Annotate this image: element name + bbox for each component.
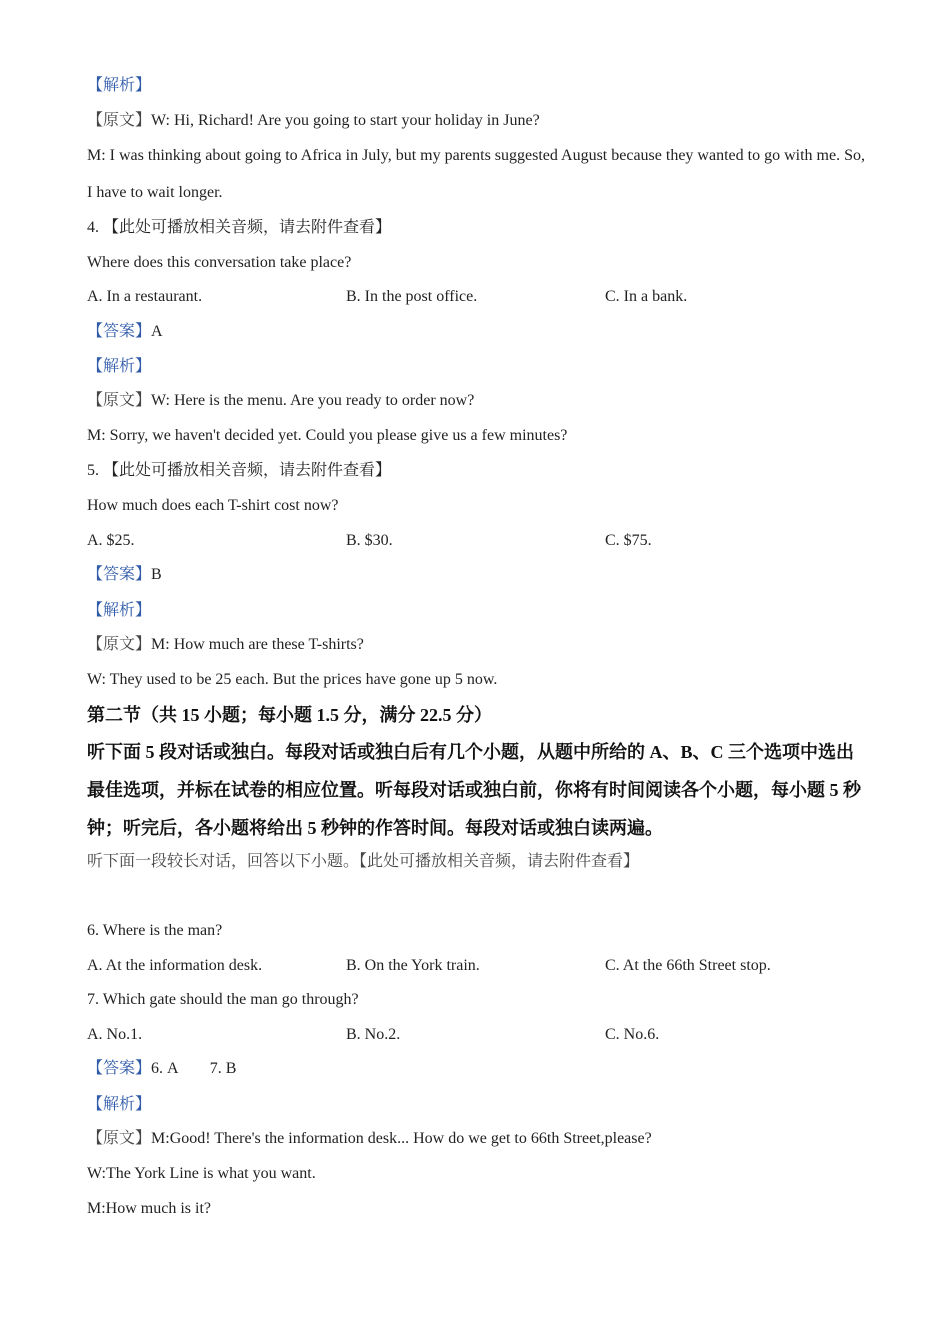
- answer-label: 【答案】: [87, 1060, 152, 1077]
- transcript-line: [87, 635, 364, 655]
- answer-value: A: [151, 323, 163, 340]
- transcript-line: [87, 111, 540, 131]
- option-b: B. No.2.: [346, 1026, 401, 1043]
- option-a: A. In a restaurant.: [87, 288, 203, 305]
- analysis-label: 【解析】: [87, 1096, 152, 1113]
- transcript-text: M: Sorry, we haven't decided yet. Could you please give us a few minutes?: [87, 427, 568, 444]
- analysis-label: 【解析】: [87, 602, 152, 619]
- answer-line: [87, 565, 162, 585]
- section-title: 第二节（共 15 小题；每小题 1.5 分，满分 22.5 分）: [87, 705, 492, 725]
- answer-line: [87, 322, 163, 342]
- option-b: B. $30.: [346, 532, 393, 549]
- answer-value: B: [151, 566, 162, 583]
- question-text: 6. Where is the man?: [87, 922, 223, 939]
- transcript-text: W: They used to be 25 each. But the prices have gone up 5 now.: [87, 671, 498, 688]
- question-text: How much does each T-shirt cost now?: [87, 497, 339, 514]
- transcript-label: 【原文】: [87, 112, 152, 129]
- question-header: 4. 【此处可播放相关音频，请去附件查看】: [87, 219, 392, 236]
- transcript-text: M:Good! There's the information desk... How do we get to 66th Street,please?: [151, 1130, 652, 1147]
- transcript-label: 【原文】: [87, 1130, 152, 1147]
- transcript-text: M: How much are these T-shirts?: [151, 636, 364, 653]
- answer-line: [87, 1059, 236, 1079]
- transcript-text: W: Here is the menu. Are you ready to order now?: [151, 392, 475, 409]
- transcript-text: M:How much is it?: [87, 1200, 211, 1217]
- transcript-line: [87, 391, 474, 411]
- option-a: A. At the information desk.: [87, 957, 263, 974]
- transcript-label: 【原文】: [87, 636, 152, 653]
- question-text: Where does this conversation take place?: [87, 254, 352, 271]
- option-a: A. $25.: [87, 532, 135, 549]
- transcript-text: W:The York Line is what you want.: [87, 1165, 316, 1182]
- option-b: B. In the post office.: [346, 288, 478, 305]
- answer-value: 6. A 7. B: [151, 1060, 237, 1077]
- question-text: 7. Which gate should the man go through?: [87, 991, 359, 1008]
- answer-label: 【答案】: [87, 566, 152, 583]
- option-c: C. At the 66th Street stop.: [605, 957, 771, 974]
- option-a: A. No.1.: [87, 1026, 143, 1043]
- answer-label: 【答案】: [87, 323, 152, 340]
- transcript-label: 【原文】: [87, 392, 152, 409]
- option-c: C. No.6.: [605, 1026, 660, 1043]
- question-header: 5. 【此处可播放相关音频，请去附件查看】: [87, 462, 392, 479]
- option-c: C. $75.: [605, 532, 652, 549]
- analysis-label: 【解析】: [87, 358, 152, 375]
- transcript-line: [87, 1129, 652, 1149]
- option-b: B. On the York train.: [346, 957, 480, 974]
- section-prompt: 听下面一段较长对话，回答以下小题。【此处可播放相关音频，请去附件查看】: [87, 853, 640, 870]
- transcript-text: W: Hi, Richard! Are you going to start your holiday in June?: [151, 112, 540, 129]
- transcript-text: M: I was thinking about going to Africa in July, but my parents suggested August because they wanted to go with me. So, I have to wait longer.: [87, 147, 865, 201]
- analysis-label: 【解析】: [87, 77, 152, 94]
- section-instructions: 听下面 5 段对话或独白。每段对话或独白后有几个小题，从题中所给的 A、B、C 三个选项中选出最佳选项，并标在试卷的相应位置。听每段对话或独白前，你将有时间阅读各个小题，每小题 5 秒钟；听完后，各小题将给出 5 秒钟的作答时间。每段对话或独白读两遍。: [87, 742, 861, 838]
- option-c: C. In a bank.: [605, 288, 688, 305]
